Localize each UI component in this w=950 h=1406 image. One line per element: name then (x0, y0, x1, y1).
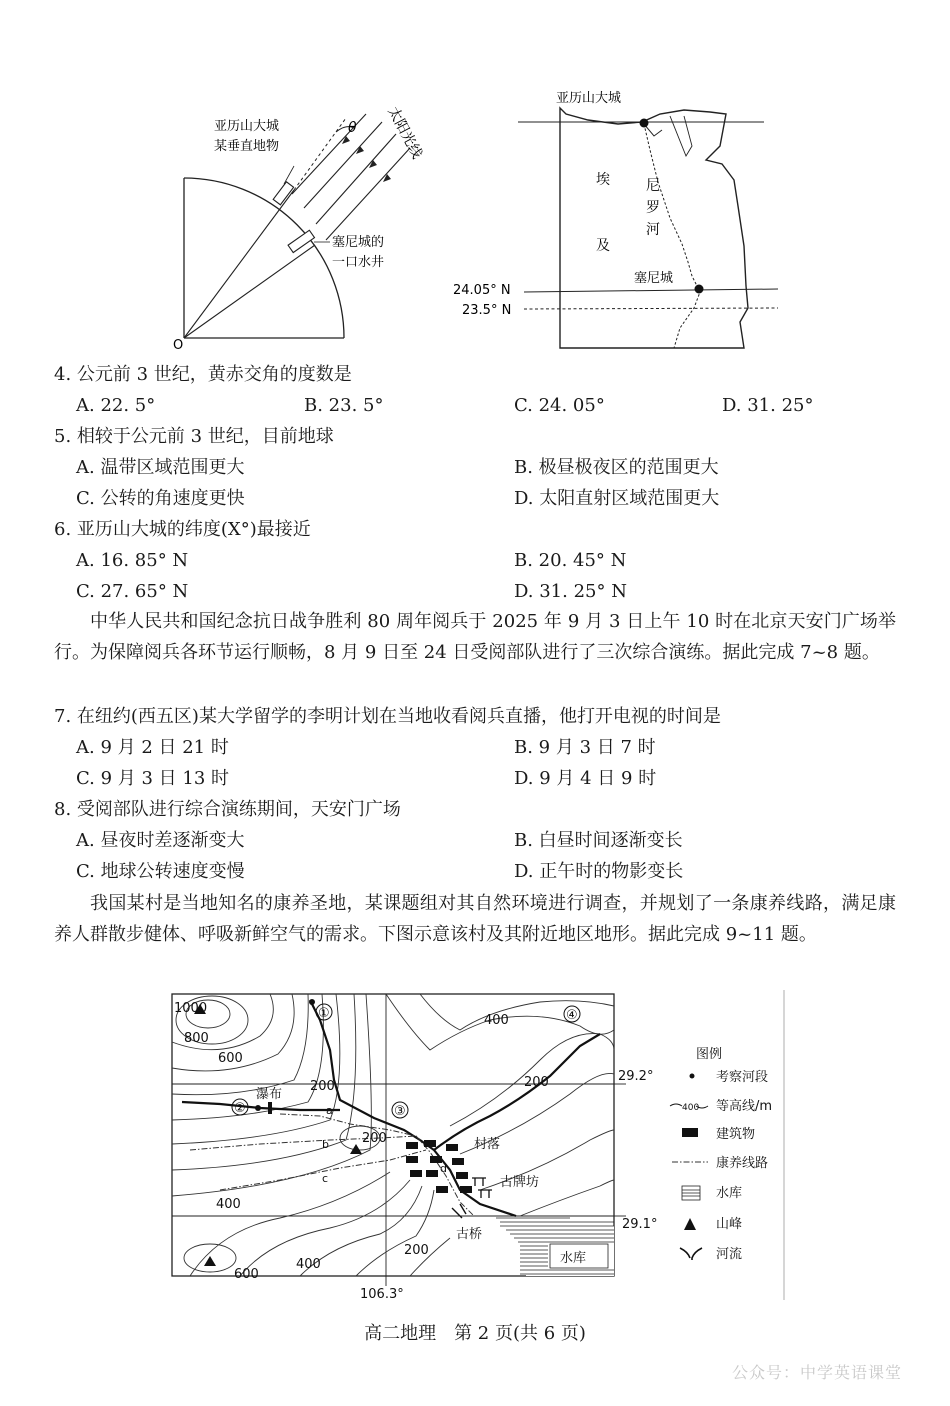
alexandria-dot (640, 119, 649, 128)
label-lon-106-3: 106.3° (360, 1287, 404, 1302)
figure-sunlight-diagram (170, 100, 450, 350)
question-5-option-b[interactable]: B. 极昼极夜区的范围更大 (514, 457, 719, 478)
question-4-option-c[interactable]: C. 24. 05° (514, 395, 605, 416)
passage-village (54, 888, 896, 950)
question-5-option-d[interactable]: D. 太阳直射区域范围更大 (514, 488, 720, 509)
label-egypt-1: 埃 (596, 172, 610, 188)
question-6-option-a[interactable]: A. 16. 85° N (76, 550, 189, 571)
question-7-option-d[interactable]: D. 9 月 4 日 9 时 (514, 768, 657, 789)
question-5-stem: 5. 相较于公元前 3 世纪，目前地球 (54, 426, 334, 447)
legend-peak: 山峰 (716, 1217, 743, 1232)
label-well-line1: 塞尼城的 (332, 235, 385, 250)
question-4-stem: 4. 公元前 3 世纪，黄赤交角的度数是 (54, 364, 352, 385)
question-8-option-a[interactable]: A. 昼夜时差逐渐变大 (76, 830, 245, 851)
label-site-1: ① (318, 1006, 330, 1021)
label-lat-24: 24.05° N (453, 283, 511, 298)
label-sunlight: 太阳光线 (384, 104, 425, 162)
label-site-2: ② (234, 1101, 246, 1116)
watermark: 公众号：中学英语课堂 (731, 1363, 902, 1382)
question-6-stem: 6. 亚历山大城的纬度(X°)最接近 (54, 519, 311, 540)
question-6-option-b[interactable]: B. 20. 45° N (514, 550, 627, 571)
question-4-option-b[interactable]: B. 23. 5° (304, 395, 384, 416)
contour-label-400-a: 400 (484, 1013, 509, 1028)
label-route-c: c (322, 1172, 329, 1185)
question-5-option-a[interactable]: A. 温带区域范围更大 (76, 457, 245, 478)
passage-parade-text: 中华人民共和国纪念抗日战争胜利 80 周年阅兵于 2025 年 9 月 3 日上午 10 时在北京天安门广场举行。为保障阅兵各环节运行顺畅，8 月 9 日至 24 日受阅部队进行了三次综合演练。据此完成 7~8 题。 (54, 611, 896, 663)
legend-title: 图例 (696, 1047, 723, 1062)
legend-contour: 等高线/m (716, 1099, 773, 1114)
passage-parade (54, 606, 896, 668)
label-syene: 塞尼城 (634, 271, 674, 286)
label-waterfall: 瀑布 (256, 1087, 283, 1102)
page-footer: 高二地理 第 2 页(共 6 页) (364, 1323, 586, 1344)
label-route-d: d (440, 1162, 447, 1175)
label-alexandria: 亚历山大城 (556, 91, 622, 106)
contour-label-200-b: 200 (524, 1075, 549, 1090)
label-gate: 古牌坊 (500, 1175, 540, 1190)
contour-label-600: 600 (218, 1051, 243, 1066)
question-8-option-b[interactable]: B. 白昼时间逐渐变长 (514, 830, 683, 851)
question-6-option-d[interactable]: D. 31. 25° N (514, 581, 627, 602)
legend-route: 康养线路 (716, 1156, 769, 1171)
legend-reservoir: 水库 (716, 1186, 743, 1201)
label-site-4: ④ (566, 1008, 578, 1023)
question-7-option-b[interactable]: B. 9 月 3 日 7 时 (514, 737, 656, 758)
legend-building: 建筑物 (716, 1127, 756, 1142)
label-bridge: 古桥 (456, 1227, 483, 1242)
question-7-option-c[interactable]: C. 9 月 3 日 13 时 (76, 768, 229, 789)
label-origin: O (173, 338, 184, 350)
question-4-option-a[interactable]: A. 22. 5° (76, 395, 156, 416)
contour-label-400-c: 400 (296, 1257, 321, 1272)
contour-label-200-a: 200 (310, 1079, 335, 1094)
question-7-stem: 7. 在纽约(西五区)某大学留学的李明计划在当地收看阅兵直播，他打开电视的时间是 (54, 706, 721, 727)
label-village: 村落 (474, 1137, 501, 1152)
question-8-option-d[interactable]: D. 正午时的物影变长 (514, 861, 684, 882)
figure-topographic-map (160, 990, 800, 1305)
label-nile-2: 罗 (646, 200, 660, 216)
contour-label-600-b: 600 (234, 1267, 259, 1282)
label-route-b: b (322, 1138, 329, 1151)
contour-label-200-c: 200 (362, 1131, 387, 1146)
question-5-option-c[interactable]: C. 公转的角速度更快 (76, 488, 245, 509)
label-lat-23: 23.5° N (462, 303, 512, 318)
label-lat-29-2: 29.2° (618, 1069, 654, 1084)
contour-label-200-d: 200 (404, 1243, 429, 1258)
label-object-line1: 亚历山大城 (214, 119, 280, 134)
legend-contour-value: 400 (682, 1103, 700, 1113)
label-lat-29-1: 29.1° (622, 1217, 658, 1232)
figure-egypt-map (448, 86, 778, 356)
question-8-option-c[interactable]: C. 地球公转速度变慢 (76, 861, 245, 882)
label-reservoir: 水库 (560, 1251, 587, 1266)
label-well-line2: 一口水井 (332, 255, 385, 270)
question-6-option-c[interactable]: C. 27. 65° N (76, 581, 189, 602)
map-legend (670, 1047, 772, 1262)
label-theta: θ (348, 120, 357, 136)
legend-river: 河流 (716, 1247, 743, 1262)
passage-village-text: 我国某村是当地知名的康养圣地，某课题组对其自然环境进行调查，并规划了一条康养线路，满足康养人群散步健体、呼吸新鲜空气的需求。下图示意该村及其附近地区地形。据此完成 9~11 题。 (54, 893, 896, 945)
legend-observed-segment: 考察河段 (716, 1070, 769, 1085)
question-4-option-d[interactable]: D. 31. 25° (722, 395, 814, 416)
label-egypt-2: 及 (596, 238, 610, 254)
label-route-a: a (326, 1104, 333, 1117)
label-nile-1: 尼 (646, 178, 660, 194)
question-7-option-a[interactable]: A. 9 月 2 日 21 时 (76, 737, 229, 758)
contour-label-800: 800 (184, 1031, 209, 1046)
contour-label-1000: 1000 (174, 1001, 208, 1016)
label-site-3: ③ (394, 1104, 406, 1119)
question-8-stem: 8. 受阅部队进行综合演练期间，天安门广场 (54, 799, 401, 820)
contour-label-400-b: 400 (216, 1197, 241, 1212)
label-object-line2: 某垂直地物 (214, 139, 280, 154)
label-nile-3: 河 (646, 222, 660, 238)
syene-dot (695, 285, 704, 294)
